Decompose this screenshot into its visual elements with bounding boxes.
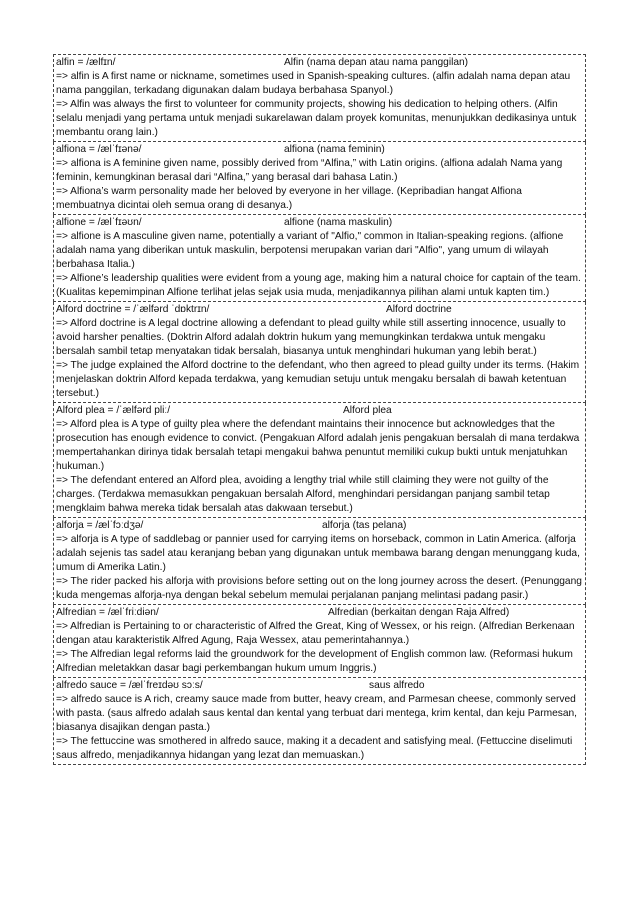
usage-example: => The judge explained the Alford doctrine to the defendant, who then agreed to plead guilty under its terms. (Hakim menjelaskan doktrin Alford kepada terdakwa, yang kemudian setuju untuk mengaku bersalah di bawah ketentuan tersebut.)	[56, 360, 580, 399]
usage-example: => The Alfredian legal reforms laid the groundwork for the development of English common law. (Reformasi hukum Alfredian meletakkan dasar bagi perkembangan hukum umum Inggris.)	[56, 649, 573, 674]
entry-header	[56, 519, 583, 533]
term-pronunciation: alforja = /ælˈfɔːdʒə/	[56, 520, 144, 531]
entry-header	[56, 303, 583, 317]
definition-example: => alforja is A type of saddlebag or pannier used for carrying items on horseback, common in Latin America. (alforja adalah sejenis tas sadel atau keranjang beban yang digunakan untuk membawa barang dengan menunggang kuda, umum di Amerika Latin.)	[56, 534, 580, 573]
entry-header	[56, 216, 583, 230]
dictionary-page	[53, 54, 586, 765]
usage-example: => Alfin was always the first to volunteer for community projects, showing his dedication to helping others. (Alfin selalu menjadi yang pertama untuk menjadi sukarelawan dalam proyek komunitas, menunjukkan dedikasinya untuk membantu orang lain.)	[56, 99, 577, 138]
usage-example: => Alfione’s leadership qualities were evident from a young age, making him a natural choice for captain of the team. (Kualitas kepemimpinan Alfione terlihat jelas sejak usia muda, menjadikannya pilihan alami untuk kapten tim.)	[56, 273, 581, 298]
entry-alfiona	[53, 142, 586, 215]
entry-header	[56, 143, 583, 157]
entry-header	[56, 56, 583, 70]
entry-alfin	[53, 54, 586, 142]
term-pronunciation: Alford plea = /ˈælfərd pliː/	[56, 405, 171, 416]
term-translation: Alford plea	[343, 405, 392, 416]
definition-example: => Alford plea is A type of guilty plea where the defendant maintains their innocence but acknowledges that the prosecution has enough evidence to convict. (Pengakuan Alford adalah jenis pengakuan bersalah di mana terdakwa mempertahankan dirinya tidak bersalah tetapi mengakui bahwa penuntut memiliki cukup bukti untuk menjatuhkan hukuman.)	[56, 419, 580, 472]
term-translation: Alford doctrine	[386, 304, 452, 315]
term-pronunciation: alfredo sauce = /ælˈfreɪdəʊ sɔːs/	[56, 680, 203, 691]
term-pronunciation: alfin = /ælfɪn/	[56, 57, 116, 68]
term-pronunciation: Alfredian = /ælˈfriːdiən/	[56, 607, 159, 618]
entry-alford-doctrine	[53, 302, 586, 403]
term-translation: alfiona (nama feminin)	[284, 144, 385, 155]
entry-alfredian	[53, 605, 586, 678]
term-pronunciation: alfiona = /ælˈfɪənə/	[56, 144, 142, 155]
definition-example: => alfione is A masculine given name, potentially a variant of "Alfio," common in Italian-speaking regions. (alfione adalah nama yang diberikan untuk maskulin, berpotensi merupakan varian dari "Alfio", yang umum di wilayah berbahasa Italia.)	[56, 231, 564, 270]
entry-header	[56, 606, 583, 620]
term-translation: alfione (nama maskulin)	[284, 217, 393, 228]
usage-example: => The rider packed his alforja with provisions before setting out on the long journey across the desert. (Penunggang kuda mengemas alforja-nya dengan bekal sebelum memulai perjalanan panjang melintasi padang pasir.)	[56, 576, 582, 601]
term-pronunciation: Alford doctrine = /ˈælfərd ˈdɒktrɪn/	[56, 304, 210, 315]
term-translation: saus alfredo	[369, 680, 425, 691]
entry-header	[56, 679, 583, 693]
term-translation: Alfin (nama depan atau nama panggilan)	[284, 57, 469, 68]
usage-example: => Alfiona’s warm personality made her beloved by everyone in her village. (Kepribadian hangat Alfiona membuatnya dicintai oleh semua orang di desanya.)	[56, 186, 522, 211]
entry-alfione	[53, 215, 586, 302]
definition-example: => Alford doctrine is A legal doctrine allowing a defendant to plead guilty while still asserting innocence, usually to avoid harsher penalties. (Doktrin Alford adalah doktrin hukum yang memungkinkan terdakwa untuk mengaku bersalah sambil tetap menyatakan tidak bersalah, biasanya untuk menghindari hukuman yang lebih berat.)	[56, 318, 566, 357]
usage-example: => The fettuccine was smothered in alfredo sauce, making it a decadent and satisfying meal. (Fettuccine diselimuti saus alfredo, menjadikannya hidangan yang lezat dan memuaskan.)	[56, 736, 573, 761]
entry-alfredo-sauce	[53, 678, 586, 765]
definition-example: => alfin is A first name or nickname, sometimes used in Spanish-speaking cultures. (alfin adalah nama depan atau nama panggilan, terkadang digunakan dalam budaya berbahasa Spanyol.)	[56, 71, 571, 96]
definition-example: => Alfredian is Pertaining to or characteristic of Alfred the Great, King of Wessex, or his reign. (Alfredian Berkenaan dengan atau karakteristik Alfred Agung, Raja Wessex, atau pemerintahannya.)	[56, 621, 575, 646]
definition-example: => alfiona is A feminine given name, possibly derived from “Alfina,” with Latin origins. (alfiona adalah Nama yang feminin, kemungkinan berasal dari “Alfina,” yang berasal dari bahasa Latin.)	[56, 158, 563, 183]
term-pronunciation: alfione = /ælˈfɪəʊn/	[56, 217, 142, 228]
definition-example: => alfredo sauce is A rich, creamy sauce made from butter, heavy cream, and Parmesan cheese, commonly served with pasta. (saus alfredo adalah saus kental dan kental yang terbuat dari mentega, krim kental, dan keju Parmesan, biasanya disajikan dengan pasta.)	[56, 694, 577, 733]
entry-header	[56, 404, 583, 418]
term-translation: alforja (tas pelana)	[322, 520, 407, 531]
entry-alforja	[53, 518, 586, 605]
usage-example: => The defendant entered an Alford plea, avoiding a lengthy trial while still claiming they were not guilty of the charges. (Terdakwa memasukkan pengakuan bersalah Alford, menghindari persidangan panjang sambil tetap mengklaim bahwa mereka tidak bersalah atas dakwaan tersebut.)	[56, 475, 550, 514]
entry-alford-plea	[53, 403, 586, 518]
term-translation: Alfredian (berkaitan dengan Raja Alfred)	[328, 607, 510, 618]
